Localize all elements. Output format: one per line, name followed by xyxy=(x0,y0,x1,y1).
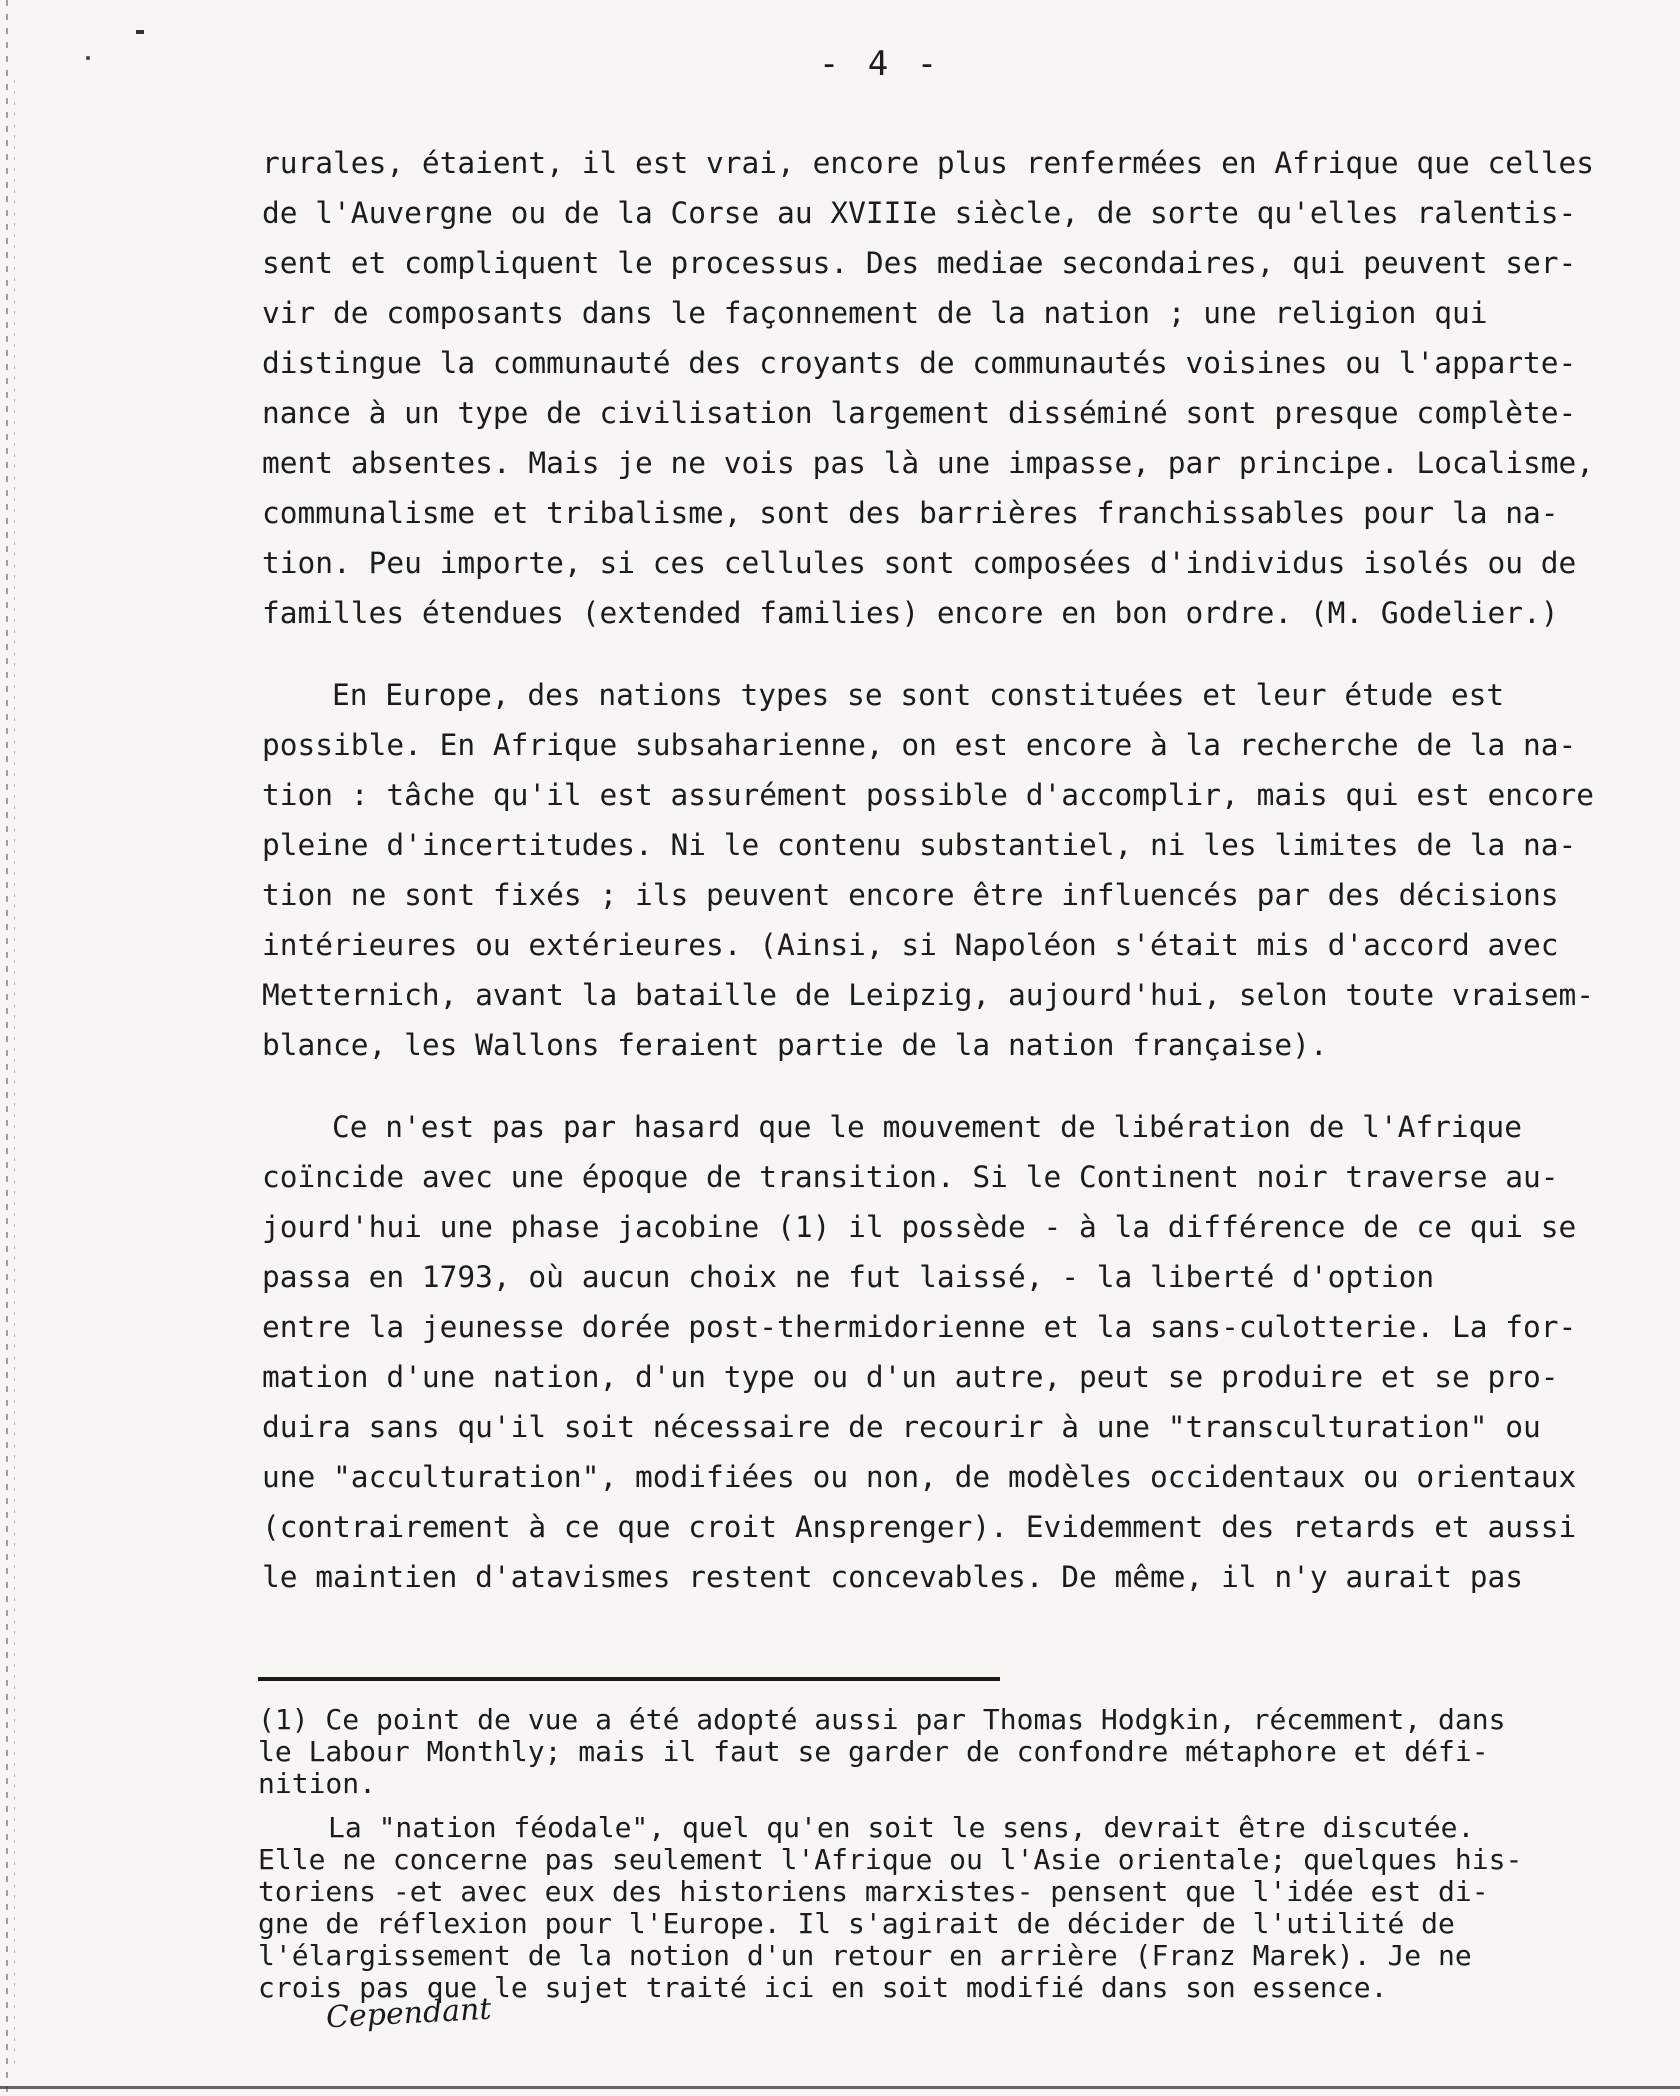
scan-bottom-border xyxy=(0,2086,1680,2089)
footnotes xyxy=(258,1704,1648,2004)
body-text xyxy=(262,138,1642,1602)
paragraph-2: En Europe, des nations types se sont constituées et leur étude est possible. En Afrique subsaharienne, on est encore à la recherche de la na- tion : tâche qu'il est assurément possible d'accomplir, mais qui est encore pleine d'incertitudes. Ni le contenu substantiel, ni les limites de la na- tion ne sont fixés ; ils peuvent encore être influencés par des décisions intérieures ou extérieures. (Ainsi, si Napoléon s'était mis d'accord avec Metternich, avant la bataille de Leipzig, aujourd'hui, selon toute vraisem- blance, les Wallons feraient partie de la nation française). xyxy=(262,678,1595,1062)
footnote-2: La "nation féodale", quel qu'en soit le sens, devrait être discutée. Elle ne concerne pas seulement l'Afrique ou l'Asie orientale; quelques his- toriens -et avec eux des historiens marxistes- pensent que l'idée est di- gne de réflexion pour l'Europe. Il s'agirait de décider de l'utilité de l'élargissement de la notion d'un retour en arrière (Franz Marek). Je ne crois pas que le sujet traité ici en soit modifié dans son essence. xyxy=(258,1811,1523,2004)
footnote-separator xyxy=(258,1677,1000,1681)
handwritten-annotation: Cependant xyxy=(325,1991,493,2036)
scan-mark xyxy=(136,30,144,34)
scan-left-edge xyxy=(6,0,8,2096)
scan-left-edge-inner xyxy=(14,80,15,2070)
footnote-1: (1) Ce point de vue a été adopté aussi par Thomas Hodgkin, récemment, dans le Labour Monthly; mais il faut se garder de confondre métaphore et défi- nition. xyxy=(258,1703,1506,1800)
paragraph-3: Ce n'est pas par hasard que le mouvement de libération de l'Afrique coïncide avec une époque de transition. Si le Continent noir traverse au- jourd'hui une phase jacobine (1) il possède - à la différence de ce qui se passa en 1793, où aucun choix ne fut laissé, - la liberté d'option entre la jeunesse dorée post-thermidorienne et la sans-culotterie. La for- mation d'une nation, d'un type ou d'un autre, peut se produire et se pro- duira sans qu'il soit nécessaire de recourir à une "transculturation" ou une "acculturation", modifiées ou non, de modèles occidentaux ou orientaux (contrairement à ce que croit Ansprenger). Evidemment des retards et aussi le maintien d'atavismes restent concevables. De même, il n'y aurait pas xyxy=(262,1110,1577,1594)
page-number: - 4 - xyxy=(818,44,942,84)
paragraph-1: rurales, étaient, il est vrai, encore plus renfermées en Afrique que celles de l'Auvergne ou de la Corse au XVIIIe siècle, de sorte qu'elles ralentis- sent et compliquent le processus. Des mediae secondaires, qui peuvent ser- vir de composants dans le façonnement de la nation ; une religion qui distingue la communauté des croyants de communautés voisines ou l'apparte- nance à un type de civilisation largement disséminé sont presque complète- ment absentes. Mais je ne vois pas là une impasse, par principe. Localisme, communalisme et tribalisme, sont des barrières franchissables pour la na- tion. Peu importe, si ces cellules sont composées d'individus isolés ou de familles étendues (extended families) encore en bon ordre. (M. Godelier.) xyxy=(262,146,1595,630)
